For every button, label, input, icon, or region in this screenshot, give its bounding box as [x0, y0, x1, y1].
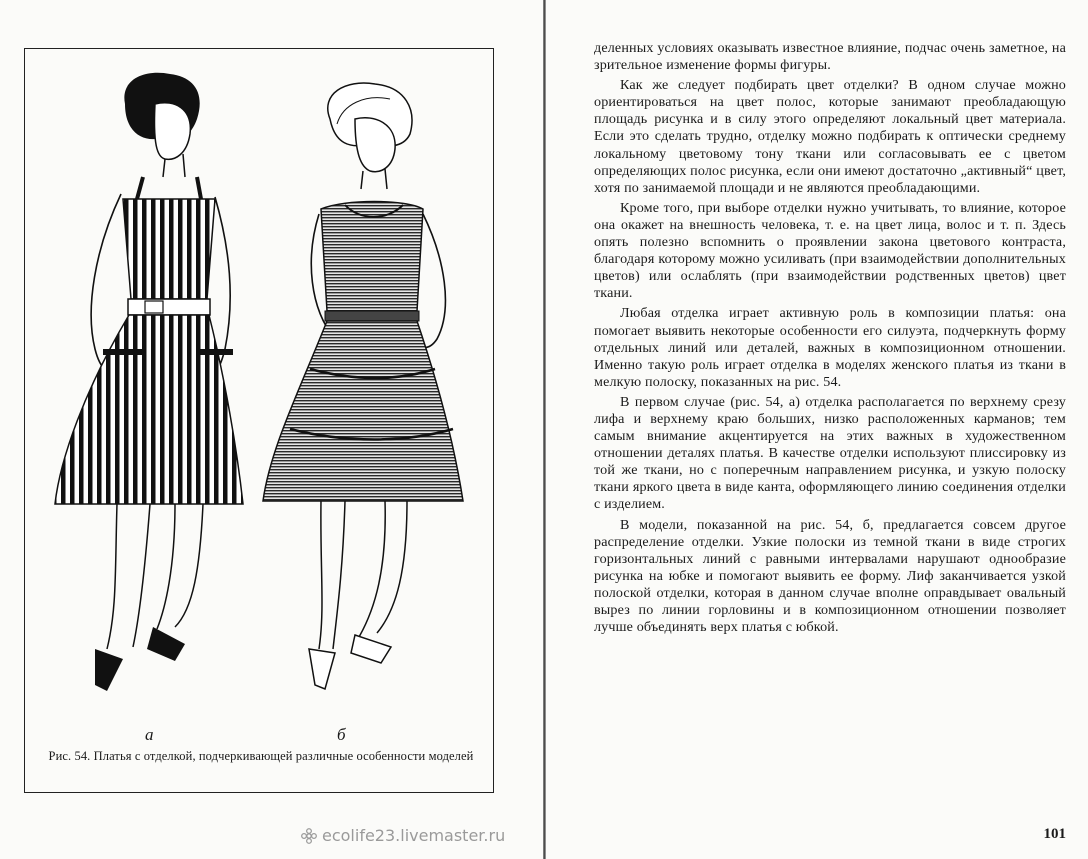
body-text: [594, 40, 1066, 639]
left-page: [0, 0, 543, 859]
page-number: 101: [1043, 826, 1066, 842]
paragraph: В первом случае (рис. 54, а) отделка располагается по верхнему срезу лифа и верхнему краю больших, низко расположенных карманов; тем самым внимание акцентируется на этих важных в художественном отношении деталях платья. В качестве отделки используют плиссировку из той же ткани, но с поперечным направлением рисунка, и узкую полоску ткани яркого цвета в виде канта, оформляющего линию соединения отделки с изделием.: [594, 393, 1066, 513]
figure-label-b: б: [337, 725, 346, 744]
figure-label-a: а: [145, 725, 154, 744]
figure-a-dress: [55, 73, 243, 691]
watermark: [300, 826, 505, 845]
paragraph: Как же следует подбирать цвет отделки? В одном случае можно ориентироваться на цвет полос, которые занимают преобладающую площадь рисунка и в силу этого определяют локальный цвет материала. Если это сделать трудно, отделку можно подбирать к оптически среднему локальному цветовому тону ткани или согласовывать ее с цветом определяющих полос рисунка, если они имеют достаточно „активный“ цвет, хотя по занимаемой площади и не являются преобладающими.: [594, 77, 1066, 196]
figure-b-dress: [263, 83, 463, 689]
figure-caption: Рис. 54. Платья с отделкой, подчеркивающей различные особенности моделей: [48, 749, 474, 763]
right-page: [546, 0, 1088, 859]
dress-illustration: [25, 49, 492, 739]
paragraph: деленных условиях оказывать известное влияние, подчас очень заметное, на зрительное изменение формы фигуры.: [594, 40, 1066, 74]
paragraph: В модели, показанной на рис. 54, б, предлагается совсем другое распределение отделки. Узкие полоски из темной ткани в виде строгих горизонтальных линий с равными интервалами нарушают однообразие рисунка на юбке и помогают выявить ее форму. Лиф заканчивается узкой полоской отделки, которая в данном случае вполне оправдывает овальный вырез по линии горловины и в композиционном отношении позволяет лучше объединять верх платья с юбкой.: [594, 516, 1066, 636]
paragraph: Любая отделка играет активную роль в композиции платья: она помогает выявить некоторые особенности его силуэта, подчеркнуть форму отдельных линий или деталей, важных в композиционном отношении. Именно такую роль играет отделка в моделях женского платья из ткани в мелкую полоску, показанных на рис. 54.: [594, 305, 1066, 390]
paragraph: Кроме того, при выборе отделки нужно учитывать, то влияние, которое она окажет на внешность человека, т. е. на цвет лица, волос и т. п. Здесь опять полезно вспомнить о проявлении закона цветового контраста, благодаря которому можно усиливать (при взаимодействии дополнительных цветов) или ослаблять (при взаимодействии родственных цветов) цвет ткани.: [594, 199, 1066, 302]
flower-icon: [300, 827, 318, 845]
watermark-text: ecolife23.livemaster.ru: [322, 826, 506, 845]
figure-54: [24, 48, 494, 793]
